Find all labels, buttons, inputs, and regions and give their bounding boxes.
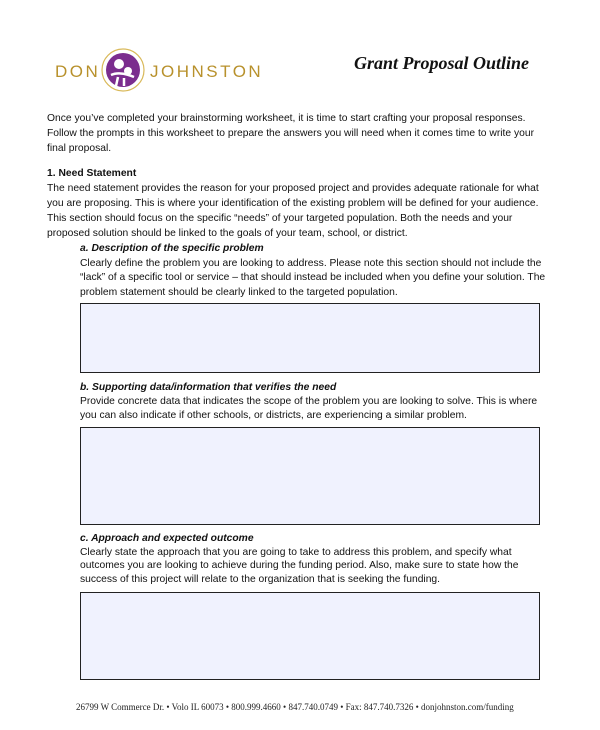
section-heading: 1. Need Statement [47, 168, 137, 179]
logo-emblem-icon [100, 47, 146, 93]
approach-outcome-field[interactable] [80, 592, 540, 680]
section-line: The need statement provides the reason for your proposed project and provides adequate rationale for what [47, 183, 539, 194]
subsection-line: Clearly define the problem you are looking to address. Please note this section should not include the [80, 258, 542, 269]
intro-line: Once you’ve completed your brainstorming worksheet, it is time to start crafting your proposal responses. [47, 113, 526, 124]
footer-address: 26799 W Commerce Dr. • Volo IL 60073 • 800.999.4660 • 847.740.0749 • Fax: 847.740.7326 • donjohnston.com/funding [76, 702, 514, 712]
intro-line: final proposal. [47, 143, 112, 154]
section-line: proposed solution should be linked to the goals of your team, school, or district. [47, 228, 408, 239]
problem-description-field[interactable] [80, 303, 540, 373]
subsection-line: “lack” of a specific tool or service – that should instead be included when you define your solution. The [80, 272, 546, 283]
subsection-line: you can also indicate if other schools, or districts, are experiencing a similar problem. [80, 410, 467, 421]
subsection-heading-b: b. Supporting data/information that verifies the need [80, 382, 337, 393]
logo-text-left: DON [55, 62, 101, 81]
section-line: you are proposing. This is where your identification of the existing problem will be defined for your audience. [47, 198, 539, 209]
subsection-heading-a: a. Description of the specific problem [80, 243, 264, 254]
subsection-line: success of this project will relate to the organization that is seeking the funding. [80, 574, 441, 585]
logo-text-right: JOHNSTON [150, 62, 264, 81]
subsection-heading-c: c. Approach and expected outcome [80, 533, 254, 544]
section-line: This section should focus on the specific “needs” of your targeted population. Both the needs and your [47, 213, 513, 224]
supporting-data-field[interactable] [80, 427, 540, 525]
page-title: Grant Proposal Outline [354, 53, 530, 73]
subsection-line: outcomes you are looking to achieve during the funding period. Also, make sure to state how the [80, 560, 519, 571]
subsection-line: problem statement should be clearly linked to the targeted population. [80, 287, 398, 298]
subsection-line: Clearly state the approach that you are going to take to address this problem, and specify what [80, 547, 512, 558]
intro-line: Follow the prompts in this worksheet to prepare the answers you will need when it comes time to write your [47, 128, 535, 139]
subsection-line: Provide concrete data that indicates the scope of the problem you are looking to solve. This is where [80, 396, 538, 407]
